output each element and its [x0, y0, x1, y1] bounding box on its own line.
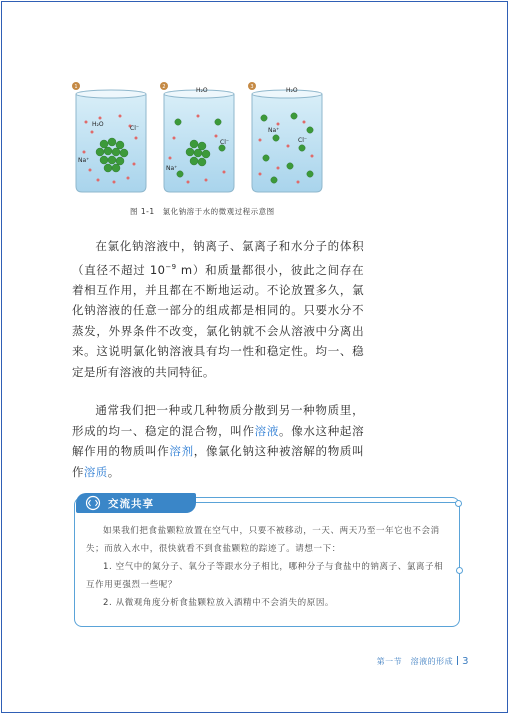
panel-1-number: 1: [74, 84, 78, 90]
h2o-label: H₂O: [286, 87, 298, 94]
box-side-dot: [456, 567, 463, 574]
paragraph-solution-properties: 在氯化钠溶液中，钠离子、氯离子和水分子的体积（直径不超过 $10^{-9}$ m）和质量都很小，彼此之间存在着相互作用，并且都在不断地运动。不论放置多久，氯化钠溶液的任意一部分的组成都是相同的。只要水分不蒸发，外界条件不改变，氯化钠就不会从溶液中分离出来。这说明氯化钠溶液具有均一性和稳定性。均一、稳定是所有溶液的共同特征。: [72, 239, 365, 379]
discussion-box-title: 交流共享: [76, 493, 196, 513]
box-corner-dot: [455, 500, 462, 507]
cl-label: Cl⁻: [298, 137, 308, 144]
h2o-label: H₂O: [196, 87, 208, 94]
footer-divider: [457, 656, 458, 665]
dissolution-figure: [70, 82, 330, 198]
na-label: Na⁺: [166, 165, 178, 172]
beaker-3: [246, 82, 328, 194]
panel-2-number: 2: [162, 84, 166, 90]
beaker-1: [70, 82, 152, 194]
beaker-2: [158, 82, 240, 194]
term-solvent: 溶剂: [169, 444, 194, 458]
term-solution: 溶液: [254, 423, 280, 438]
chat-icon: [85, 495, 101, 511]
cl-label: Cl⁻: [130, 125, 140, 132]
box-title-rule: [196, 502, 458, 503]
box-question-1: 1. 空气中的氮分子、氧分子等跟水分子相比，哪种分子与食盐中的钠离子、氯离子相互作用更强烈一些呢？: [86, 562, 444, 590]
cl-label: Cl⁻: [220, 139, 230, 146]
term-solute: 溶质: [83, 464, 108, 479]
page-number: 3: [462, 656, 469, 667]
paragraph-solution-definition: 通常我们把一种或几种物质分散到另一种物质里，形成的均一、稳定的混合物，叫作溶液。像水这种起溶解作用的物质叫作溶剂，像氯化钠这种被溶解的物质叫作溶质。: [72, 403, 364, 479]
na-label: Na⁺: [268, 127, 280, 134]
box-intro: 如果我们把食盐颗粒放置在空气中，只要不被移动，一天、两天乃至一年它也不会消失；而放入水中，很快就看不到食盐颗粒的踪迹了。请想一下：: [86, 526, 440, 554]
na-label: Na⁺: [78, 157, 90, 164]
section-title: 第一节 溶液的形成: [376, 657, 454, 666]
h2o-label: H₂O: [92, 121, 104, 128]
box-question-2: 2. 从微观角度分析食盐颗粒放入酒精中不会消失的原因。: [103, 598, 335, 608]
figure-caption: 图 1-1 氯化钠溶于水的微观过程示意图: [130, 207, 275, 216]
panel-3-number: 3: [250, 84, 254, 90]
page-footer: [377, 656, 469, 667]
